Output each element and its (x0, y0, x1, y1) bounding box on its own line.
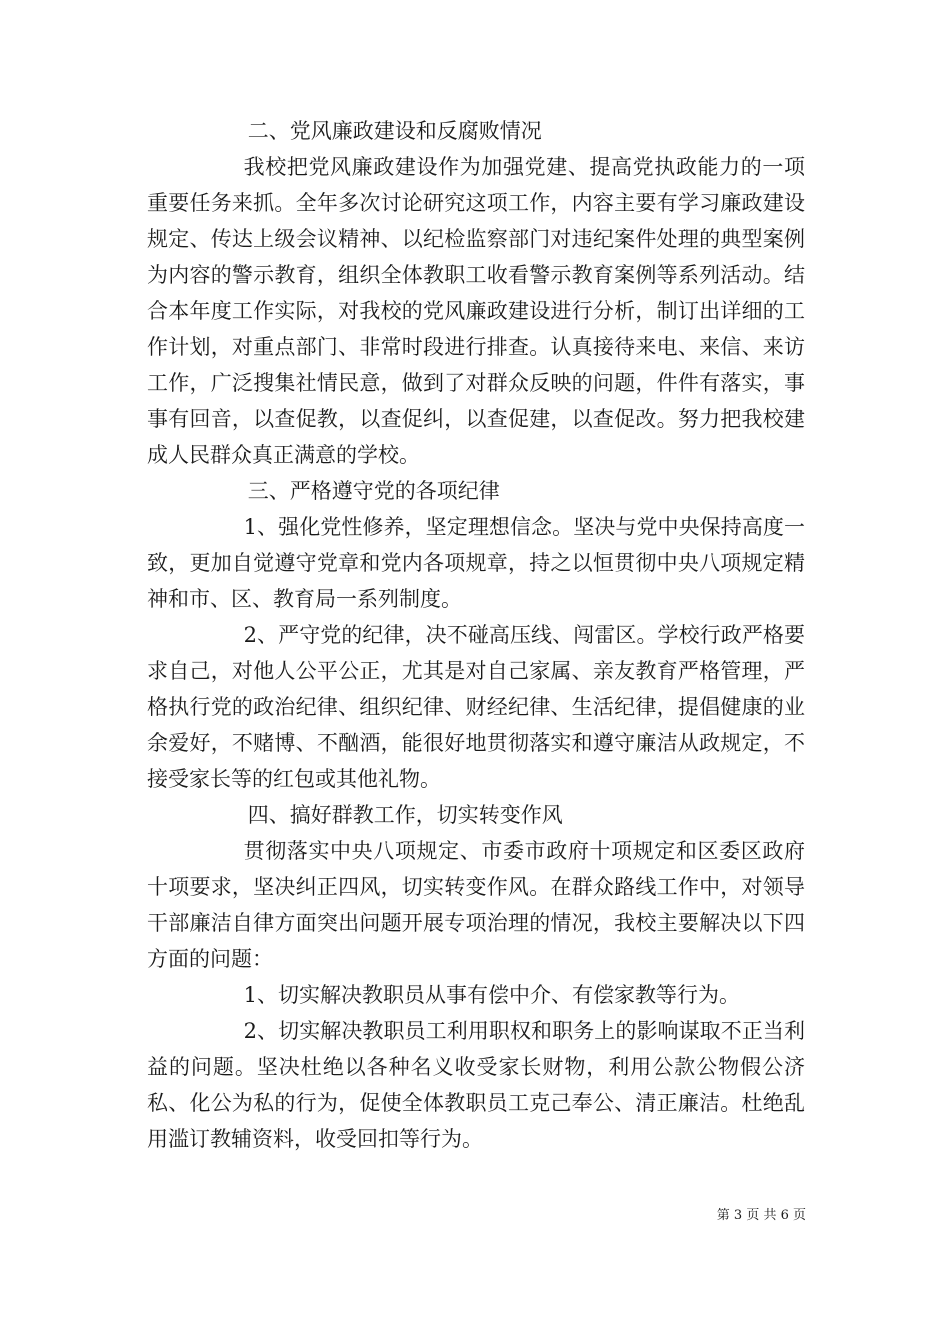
paragraph: 2、严守党的纪律，决不碰高压线、闯雷区。学校行政严格要求自己，对他人公平公正，尤其是对自己家属、亲友教育严格管理，严格执行党的政治纪律、组织纪律、财经纪律、生活纪律，提倡健康的业余爱好，不赌博、不酗酒，能很好地贯彻落实和遵守廉洁从政规定，不接受家长等的红包或其他礼物。 (147, 623, 805, 791)
paragraph: 1、切实解决教职员从事有偿中介、有偿家教等行为。 (243, 983, 740, 1007)
paragraph: 我校把党风廉政建设作为加强党建、提高党执政能力的一项重要任务来抓。全年多次讨论研究这项工作，内容主要有学习廉政建设规定、传达上级会议精神、以纪检监察部门对违纪案件处理的典型案例为内容的警示教育，组织全体教职工收看警示教育案例等系列活动。结合本年度工作实际，对我校的党风廉政建设进行分析，制订出详细的工作计划，对重点部门、非常时段进行排查。认真接待来电、来信、来访工作，广泛搜集社情民意，做到了对群众反映的问题，件件有落实，事事有回音，以查促教，以查促纠，以查促建，以查促改。努力把我校建成人民群众真正满意的学校。 (147, 155, 805, 467)
paragraph: 2、切实解决教职员工利用职权和职务上的影响谋取不正当利益的问题。坚决杜绝以各种名义收受家长财物，利用公款公物假公济私、化公为私的行为，促使全体教职员工克己奉公、清正廉洁。杜绝乱用滥订教辅资料，收受回扣等行为。 (147, 1019, 805, 1151)
section-heading: 四、搞好群教工作，切实转变作风 (247, 803, 563, 827)
paragraph: 贯彻落实中央八项规定、市委市政府十项规定和区委区政府十项要求，坚决纠正四风，切实转变作风。在群众路线工作中，对领导干部廉洁自律方面突出问题开展专项治理的情况，我校主要解决以下四方面的问题： (147, 839, 805, 971)
page-number-footer: 第 3 页 共 6 页 (716, 1208, 806, 1223)
section-heading: 三、严格遵守党的各项纪律 (247, 479, 500, 503)
document-body (147, 113, 805, 1157)
paragraph: 1、强化党性修养，坚定理想信念。坚决与党中央保持高度一致，更加自觉遵守党章和党内各项规章，持之以恒贯彻中央八项规定精神和市、区、教育局一系列制度。 (147, 515, 805, 611)
section-heading: 二、党风廉政建设和反腐败情况 (247, 119, 542, 143)
